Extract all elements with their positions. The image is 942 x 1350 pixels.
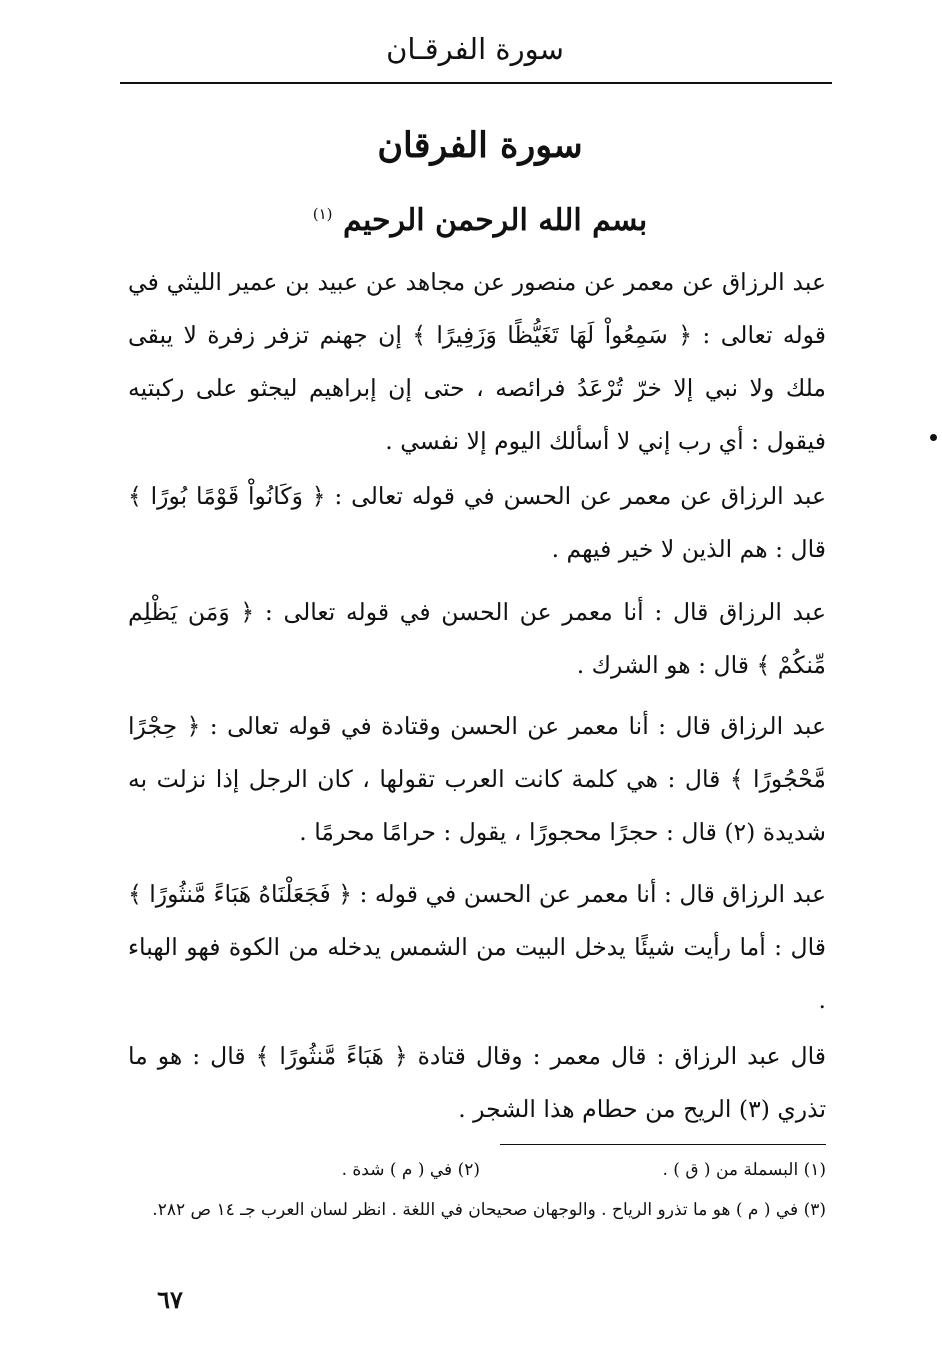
paragraph-1 xyxy=(128,256,826,468)
footnote-marker-1: (١) xyxy=(312,205,333,223)
paragraph-text: عبد الرزاق عن معمر عن الحسن في قوله تعالى : ﴿ وَكَانُواْ قَوْمًا بُورًا ﴾ قال : هم الذين لا خير فيهم . xyxy=(128,482,826,563)
footnote-2: (٢) في ( م ) شدة . xyxy=(341,1160,480,1180)
paragraph-3 xyxy=(128,586,826,692)
paragraph-text: عبد الرزاق قال : أنا معمر عن الحسن في قوله تعالى : ﴿ وَمَن يَظْلِم مِّنكُمْ ﴾ قال : هو الشرك . xyxy=(128,598,826,679)
footnote-3: (٣) في ( م ) هو ما تذرو الرياح . والوجهان صحيحان في اللغة . انظر لسان العرب جـ ١٤ ص ٢٨٢. xyxy=(152,1200,826,1220)
paragraph-6 xyxy=(128,1030,826,1136)
paragraph-2 xyxy=(128,470,826,576)
basmala-text: بسم الله الرحمن الرحيم xyxy=(342,203,648,238)
header-rule xyxy=(120,82,832,84)
paragraph-4 xyxy=(128,700,826,859)
paragraph-5 xyxy=(128,868,826,1027)
footnote-1: (١) البسملة من ( ق ) . xyxy=(662,1160,826,1180)
footnote-rule xyxy=(500,1144,826,1145)
paragraph-text: قال عبد الرزاق : قال معمر : وقال قتادة ﴿ هَبَاءً مَّنثُورًا ﴾ قال : هو ما تذري (٣) الريح من حطام هذا الشجر . xyxy=(128,1042,826,1123)
basmala xyxy=(290,188,670,240)
paragraph-text: عبد الرزاق قال : أنا معمر عن الحسن في قوله : ﴿ فَجَعَلْنَاهُ هَبَاءً مَّنثُورًا ﴾ قال : أما رأيت شيئًا يدخل البيت من الشمس يدخله من الكوة فهو الهباء . xyxy=(128,880,826,1014)
page-number: ٦٧ xyxy=(157,1285,183,1314)
margin-mark xyxy=(930,434,937,441)
chapter-title: سورة الفرقان xyxy=(377,125,583,166)
paragraph-text: عبد الرزاق عن معمر عن منصور عن مجاهد عن عبيد بن عمير الليثي في قوله تعالى : ﴿ سَمِعُواْ لَهَا تَغَيُّظًا وَزَفِيرًا ﴾ إن جهنم تزفر زفرة لا يبقى ملك ولا نبي إلا خرّ تُرْعَدُ فرائصه ، حتى إن إبراهيم ليجثو على ركبتيه فيقول : أي رب إني لا أسألك اليوم إلا نفسي . xyxy=(128,268,827,455)
paragraph-text: عبد الرزاق قال : أنا معمر عن الحسن وقتادة في قوله تعالى : ﴿ حِجْرًا مَّحْجُورًا ﴾ قال : هي كلمة كانت العرب تقولها ، كان الرجل إذا نزلت به شديدة (٢) قال : حجرًا محجورًا ، يقول : حرامًا محرمًا . xyxy=(128,712,826,846)
running-header: سورة الفرقـان xyxy=(386,32,564,66)
